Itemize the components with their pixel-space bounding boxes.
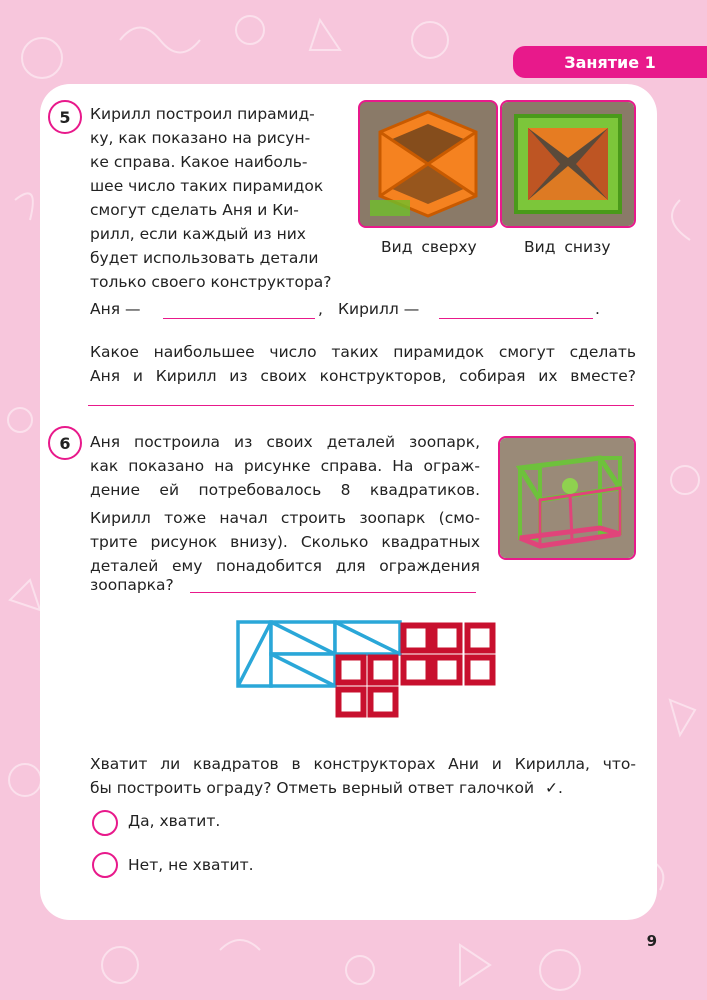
pyramid-bottom-view-image: [502, 102, 634, 226]
answer-anya-field[interactable]: [163, 318, 315, 319]
answer-separator: ,: [318, 300, 323, 318]
option-no-radio[interactable]: [92, 852, 118, 878]
task5-line: будет использовать детали: [90, 249, 319, 267]
task6-question: [90, 752, 636, 776]
task-number-5: 5: [48, 100, 82, 134]
task6-line: Аня построила из своих деталей зоопарк,: [90, 433, 480, 451]
page-number: 9: [646, 932, 657, 950]
pyramid-top-view-image: [360, 102, 496, 226]
answer-kirill-field[interactable]: [439, 318, 593, 319]
task6-answer-field[interactable]: [190, 592, 476, 593]
task6-line: трите рисунок внизу). Сколько квадратных: [90, 533, 480, 551]
task6-line: Кирилл тоже начал строить зоопарк (смо-: [90, 509, 480, 527]
task5-line: рилл, если каждый из них: [90, 225, 306, 243]
task5-line: ку, как показано на рисун-: [90, 129, 311, 147]
fence-diagram: [236, 620, 500, 720]
task-number-6: 6: [48, 426, 82, 460]
option-yes-radio[interactable]: [92, 810, 118, 836]
pyramid-bottom-view-photo: [500, 100, 636, 228]
task6-question-line2: [90, 776, 630, 800]
task6-question-line: Хватит ли квадратов в конструкторах Ани и Кирилла, что-: [90, 755, 636, 773]
answer-anya-label: Аня —: [90, 300, 141, 318]
task5-line: ке справа. Какое наиболь-: [90, 153, 308, 171]
task-separator: [88, 405, 634, 406]
option-no-label: Нет, не хватит.: [128, 856, 254, 874]
zoo-photo: [498, 436, 636, 560]
question-end: .: [558, 779, 563, 797]
task5-line: шее число таких пирамидок: [90, 177, 324, 195]
task6-last-line: зоопарка?: [90, 576, 174, 594]
task6-line: как показано на рисунке справа. На ограж-: [90, 457, 480, 475]
task5-question2-line: Какое наибольшее число таких пирамидок смогут сделать: [90, 343, 636, 361]
task6-text: [90, 430, 480, 578]
caption-top-view: Вид сверху: [381, 238, 477, 256]
caption-bottom-view: Вид снизу: [524, 238, 611, 256]
task5-line: Кирилл построил пирамид-: [90, 105, 315, 123]
answer-end: .: [595, 300, 600, 318]
task5-line: смогут сделать Аня и Ки-: [90, 201, 299, 219]
task5-text: [90, 102, 342, 294]
task6-question-line: бы построить ограду? Отметь верный ответ галочкой: [90, 779, 535, 797]
task5-line: только своего конструктора?: [90, 273, 332, 291]
answer-kirill-label: Кирилл —: [338, 300, 420, 318]
zoo-image: [500, 438, 634, 558]
pyramid-top-view-photo: [358, 100, 498, 228]
option-yes-label: Да, хватит.: [128, 812, 221, 830]
task5-question2-line: Аня и Кирилл из своих конструкторов, собирая их вместе?: [90, 367, 636, 385]
task6-line: деталей ему понадобится для ограждения: [90, 557, 480, 575]
task5-question2: [90, 340, 636, 388]
checkmark-icon: ✓: [545, 779, 559, 797]
task6-line: дение ей потребовалось 8 квадратиков.: [90, 481, 480, 499]
lesson-tab: Занятие 1: [513, 46, 707, 78]
